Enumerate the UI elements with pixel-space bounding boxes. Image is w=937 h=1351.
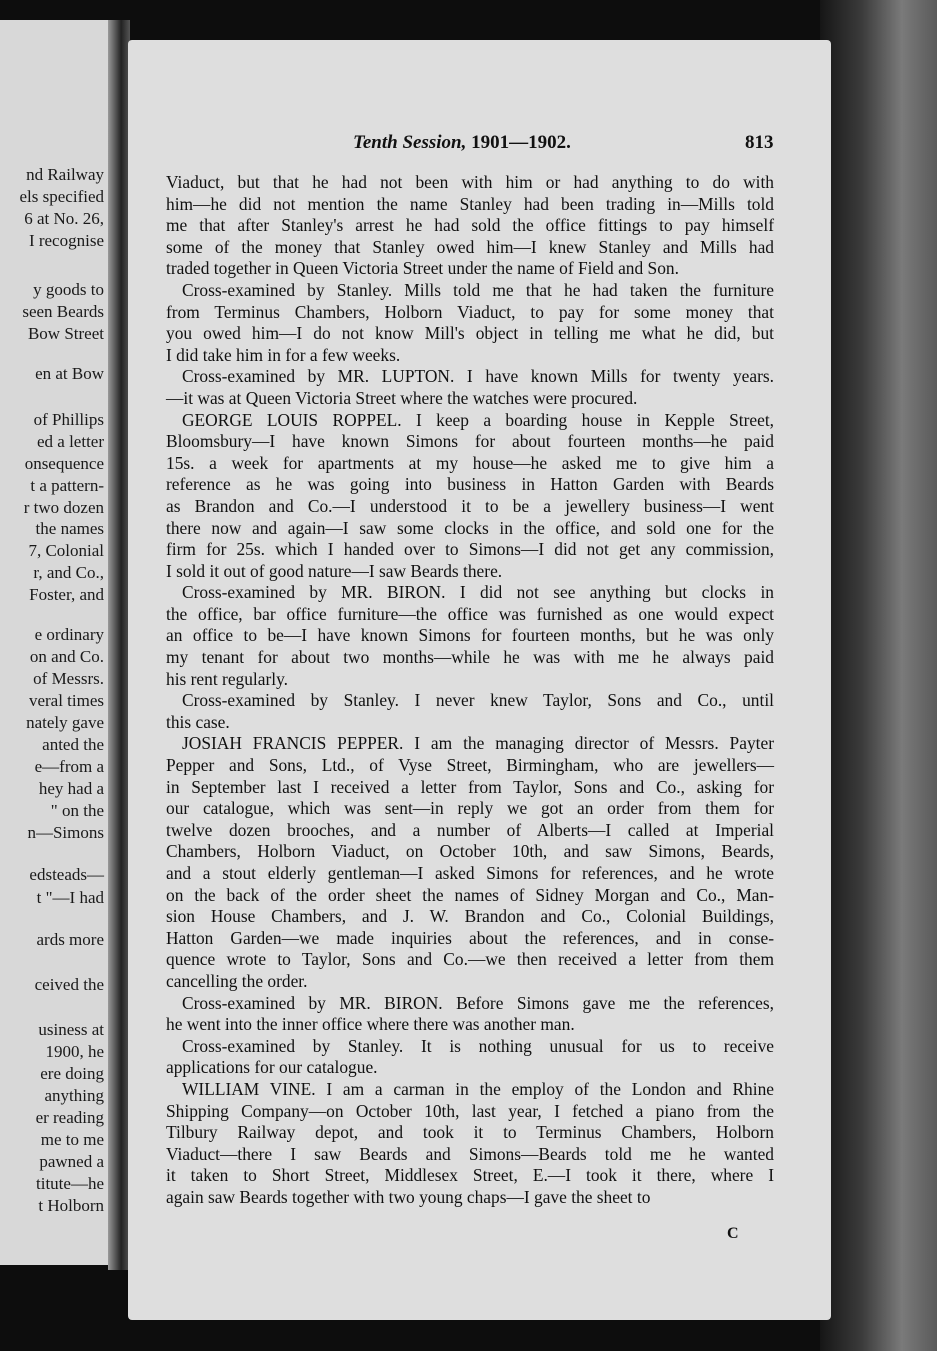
- facing-page-line: ed a letter: [36, 432, 104, 451]
- facing-page-line: usiness at: [38, 1020, 104, 1039]
- facing-page-line: y goods to: [33, 280, 104, 299]
- facing-page-line: Bow Street: [27, 324, 104, 343]
- text-line: Cross-examined by Stanley. Mills told me that he had taken the furniture: [182, 279, 774, 300]
- facing-page-line: e ordinary: [34, 625, 104, 644]
- scanner-background: [820, 0, 937, 1351]
- text-line: Tilbury Railway depot, and took it to Terminus Chambers, Holborn: [166, 1122, 774, 1143]
- running-header: [128, 132, 831, 158]
- text-line: cancelling the order.: [166, 970, 308, 991]
- facing-page-line: nd Railway: [26, 165, 104, 184]
- facing-page-line: r two dozen: [23, 498, 104, 517]
- text-line: Cross-examined by MR. BIRON. Before Simons gave me the references,: [182, 992, 774, 1013]
- facing-page-line: 6 at No. 26,: [24, 209, 104, 228]
- facing-page-line: els specified: [19, 187, 104, 206]
- page-number: 813: [745, 132, 774, 153]
- facing-page-line: pawned a: [39, 1152, 104, 1171]
- text-line: Hatton Garden—we made inquiries about the references, and in conse-: [166, 927, 774, 948]
- book-gutter: [108, 20, 130, 1270]
- facing-page-line: me to me: [40, 1130, 104, 1149]
- facing-page-line: edsteads—: [29, 865, 104, 884]
- text-line: the office, bar office furniture—the office was furnished as one would expect: [166, 603, 774, 624]
- facing-page-line: anything: [44, 1086, 104, 1105]
- facing-page-line: hey had a: [38, 779, 104, 798]
- text-line: traded together in Queen Victoria Street under the name of Field and Son.: [166, 258, 679, 279]
- text-line: as Brandon and Co.—I understood it to be a jewellery business—I went: [166, 495, 774, 516]
- text-line: this case.: [166, 711, 230, 732]
- text-line: WILLIAM VINE. I am a carman in the employ of the London and Rhine: [182, 1078, 774, 1099]
- facing-page-line: " on the: [50, 801, 104, 820]
- body-text: [166, 172, 774, 1209]
- running-title: [353, 132, 571, 154]
- text-line: Viaduct, but that he had not been with him or had anything to do with: [166, 172, 774, 192]
- text-line: there now and again—I saw some clocks in the office, and sold one for the: [166, 517, 774, 538]
- running-title-years: 1901—1902.: [471, 132, 571, 153]
- running-title-session: Tenth Session,: [353, 132, 467, 153]
- text-line: quence wrote to Taylor, Sons and Co.—we then received a letter from them: [166, 949, 774, 970]
- text-line: 15s. a week for apartments at my house—he asked me to give him a: [166, 452, 774, 473]
- text-line: our catalogue, which was sent—in reply we got an order from them for: [166, 798, 774, 819]
- text-line: sion House Chambers, and J. W. Brandon and Co., Colonial Buildings,: [166, 906, 774, 927]
- text-line: twelve dozen brooches, and a number of Alberts—I called at Imperial: [166, 819, 774, 840]
- text-line: some of the money that Stanley owed him—I knew Stanley and Mills had: [166, 236, 774, 257]
- text-line: you owed him—I do not know Mill's object in telling me what he did, but: [166, 323, 774, 344]
- text-line: firm for 25s. which I handed over to Simons—I did not get any commission,: [166, 539, 774, 560]
- facing-page-line: ceived the: [34, 975, 104, 994]
- text-line: Viaduct—there I saw Beards and Simons—Beards told me he wanted: [166, 1143, 774, 1164]
- facing-page-line: n—Simons: [27, 823, 104, 842]
- facing-page-line: anted the: [42, 735, 104, 754]
- text-line: in September last I received a letter from Taylor, Sons and Co., asking for: [166, 776, 774, 797]
- facing-page-line: 1900, he: [45, 1042, 104, 1061]
- facing-page-line: ere doing: [40, 1064, 104, 1083]
- text-line: Cross-examined by MR. BIRON. I did not see anything but clocks in: [182, 582, 774, 603]
- facing-page-line: the names: [35, 519, 104, 538]
- text-line: it taken to Short Street, Middlesex Street, E.—I took it there, where I: [166, 1165, 774, 1186]
- facing-page-line: veral times: [28, 691, 104, 710]
- text-line: I did take him in for a few weeks.: [166, 344, 401, 365]
- facing-page-line: nately gave: [26, 713, 104, 732]
- facing-page-line: r, and Co.,: [33, 563, 104, 582]
- signature-mark: C: [727, 1225, 739, 1242]
- text-line: him—he did not mention the name Stanley had been trading in—Mills told: [166, 193, 774, 214]
- facing-page-line: 7, Colonial: [28, 541, 104, 560]
- text-line: reference as he was going into business in Hatton Garden with Beards: [166, 474, 774, 495]
- facing-page-line: on and Co.: [29, 647, 104, 666]
- text-line: an office to be—I have known Simons for fourteen months, but he was only: [166, 625, 774, 646]
- facing-page-line: Foster, and: [29, 585, 104, 604]
- text-line: —it was at Queen Victoria Street where the watches were procured.: [166, 387, 638, 408]
- text-line: my tenant for about two months—while he was with me he always paid: [166, 647, 774, 668]
- text-line: Cross-examined by Stanley. I never knew Taylor, Sons and Co., until: [182, 690, 774, 711]
- text-line: Shipping Company—on October 10th, last year, I fetched a piano from the: [166, 1100, 774, 1121]
- text-line: his rent regularly.: [166, 668, 289, 689]
- text-line: JOSIAH FRANCIS PEPPER. I am the managing director of Messrs. Payter: [182, 733, 774, 754]
- text-line: Pepper and Sons, Ltd., of Vyse Street, Birmingham, who are jewellers—: [166, 755, 774, 776]
- facing-page-line: onsequence: [24, 454, 104, 473]
- facing-page-line: titute—he: [36, 1174, 104, 1193]
- text-line: from Terminus Chambers, Holborn Viaduct, to pay for some money that: [166, 301, 774, 322]
- facing-page-line: ards more: [36, 930, 104, 949]
- text-line: GEORGE LOUIS ROPPEL. I keep a boarding house in Kepple Street,: [182, 409, 774, 430]
- text-line: again saw Beards together with two young chaps—I gave the sheet to: [166, 1186, 651, 1207]
- facing-page-line: t "—I had: [36, 888, 104, 907]
- facing-page-line: t Holborn: [38, 1196, 104, 1215]
- facing-page-line: t a pattern-: [30, 476, 104, 495]
- text-line: applications for our catalogue.: [166, 1057, 378, 1078]
- facing-page-line: I recognise: [28, 231, 104, 250]
- text-line: Bloomsbury—I have known Simons for about fourteen months—he paid: [166, 431, 774, 452]
- text-line: and a stout elderly gentleman—I asked Simons for references, and he wrote: [166, 863, 774, 883]
- facing-page-line: seen Beards: [22, 302, 104, 321]
- facing-page-line: e—from a: [34, 757, 104, 776]
- facing-page-fragment: [0, 20, 110, 1265]
- text-line: I sold it out of good nature—I saw Beards there.: [166, 560, 503, 581]
- document-page: [128, 40, 831, 1320]
- facing-page-line: en at Bow: [35, 364, 104, 383]
- facing-page-line: er reading: [35, 1108, 104, 1127]
- text-line: Cross-examined by MR. LUPTON. I have known Mills for twenty years.: [182, 366, 774, 387]
- facing-page-line: of Phillips: [33, 410, 104, 429]
- text-line: me that after Stanley's arrest he had sold the office fittings to pay himself: [166, 215, 774, 236]
- facing-page-line: of Messrs.: [33, 669, 104, 688]
- text-line: he went into the inner office where there was another man.: [166, 1014, 575, 1035]
- text-line: Chambers, Holborn Viaduct, on October 10th, and saw Simons, Beards,: [166, 841, 774, 862]
- text-line: on the back of the order sheet the names of Sidney Morgan and Co., Man-: [166, 884, 774, 905]
- text-line: Cross-examined by Stanley. It is nothing unusual for us to receive: [182, 1035, 774, 1056]
